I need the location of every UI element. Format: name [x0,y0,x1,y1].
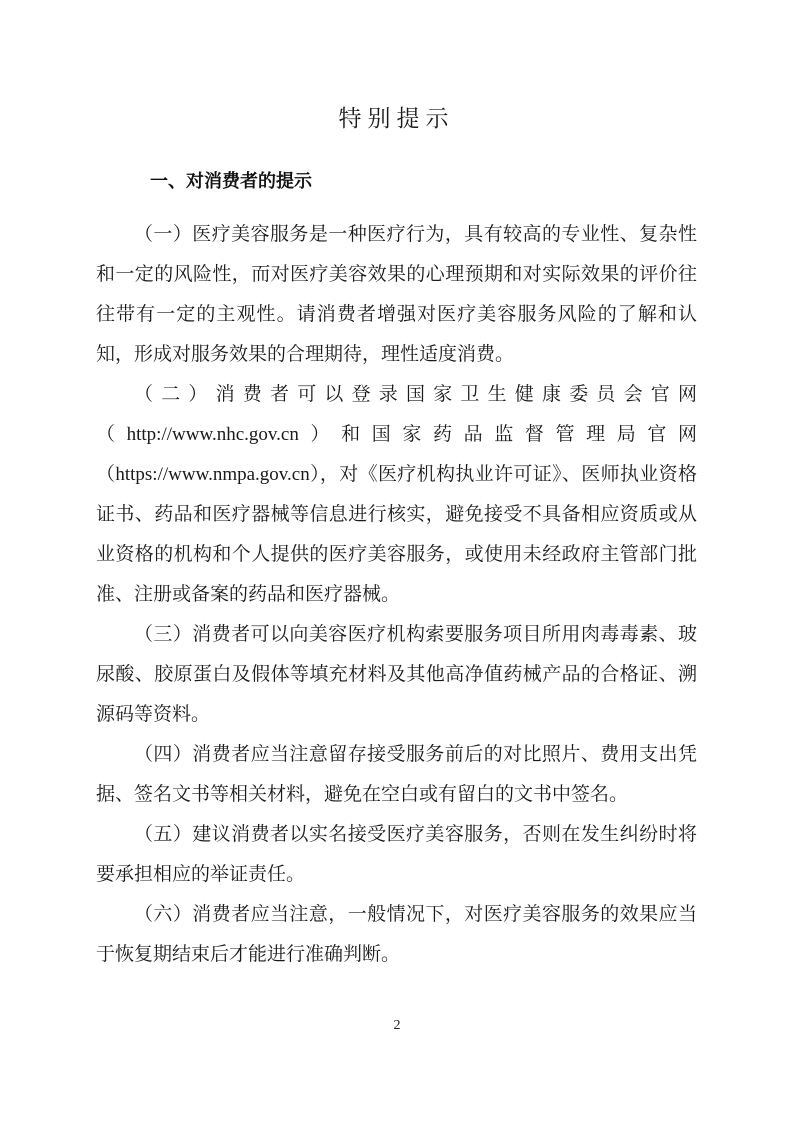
page-title: 特别提示 [338,106,455,131]
paragraph-6: （六）消费者应当注意，一般情况下，对医疗美容服务的效果应当于恢复期结束后才能进行准确判断。 [96,904,697,965]
paragraph-5: （五）建议消费者以实名接受医疗美容服务，否则在发生纠纷时将要承担相应的举证责任。 [96,824,697,885]
paragraph-3: （三）消费者可以向美容医疗机构索要服务项目所用肉毒毒素、玻尿酸、胶原蛋白及假体等填充材料及其他高净值药械产品的合格证、溯源码等资料。 [96,624,697,725]
page-number: 2 [393,1018,401,1033]
paragraph-1: （一）医疗美容服务是一种医疗行为，具有较高的专业性、复杂性和一定的风险性，而对医疗美容效果的心理预期和对实际效果的评价往往带有一定的主观性。请消费者增强对医疗美容服务风险的了解和认知，形成对服务效果的合理期待，理性适度消费。 [96,224,697,365]
document-content [96,103,697,975]
paragraph-2: （二）消费者可以登录国家卫生健康委员会官网（http://www.nhc.gov.cn）和国家药品监督管理局官网（https://www.nmpa.gov.cn），对《医疗机构执业许可证》、医师执业资格证书、药品和医疗器械等信息进行核实，避免接受不具备相应资质或从业资格的机构和个人提供的医疗美容服务，或使用未经政府主管部门批准、注册或备案的药品和医疗器械。 [96,384,697,605]
paragraph-4: （四）消费者应当注意留存接受服务前后的对比照片、费用支出凭据、签名文书等相关材料，避免在空白或有留白的文书中签名。 [96,744,697,805]
section-heading-consumer-tips: 一、对消费者的提示 [150,171,312,191]
body-text [96,215,697,975]
